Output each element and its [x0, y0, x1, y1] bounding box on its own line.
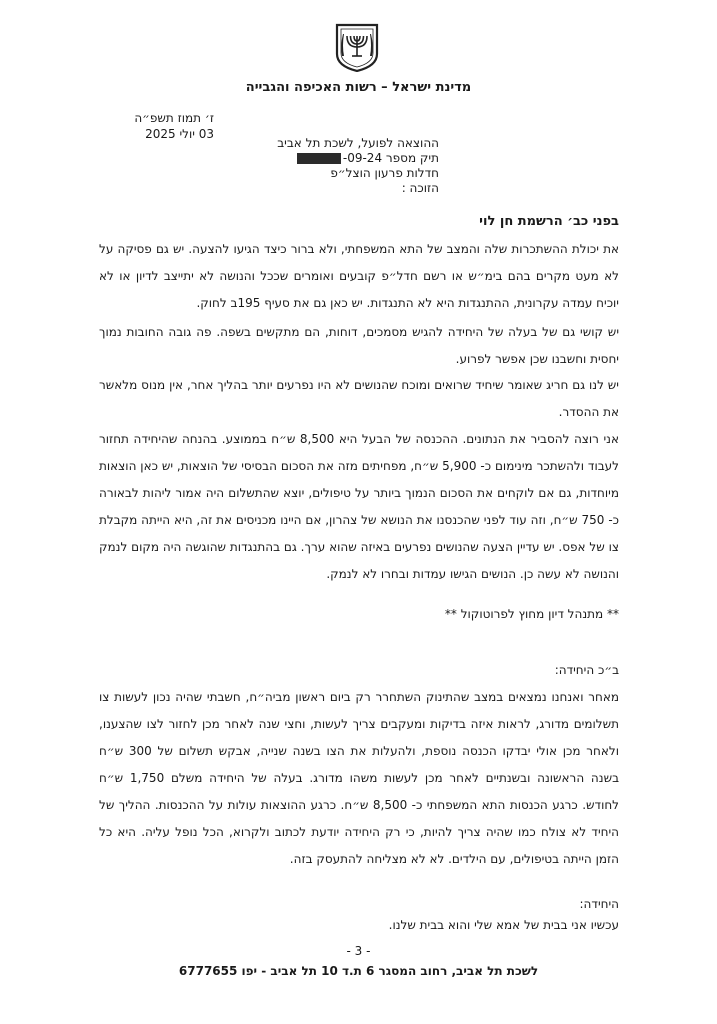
off-record-note: ** מתנהל דיון מחוץ לפרוטוקול **	[444, 607, 619, 621]
speaker-label: ב״כ היחידה:	[554, 663, 619, 677]
address-line-insolvency: חדלות פרעון הוצל״פ	[330, 166, 439, 180]
paragraph: אני רוצה להסביר את הנתונים. ההכנסה של הבעל היא 8,500 ש״ח בממוצע. בהנחה שהיחידה תחזור לעבוד ולהשתכר מינימום כ- 5,900 ש״ח, מפחיתים מזה את הסכום הבסיסי של הוצאות, יש כאן הוצאות מיוחדות, גם אם לוקחים את הסכום הנמוך ביותר על טיפולים, יוצא שהתשלום היה אמור ליהות לבאורה כ- 750 ש״ח, וזה עוד לפני שהכנסנו את הנושא של צהרון, אם היינו מכניסים את זה, היא הייתה מקבלת צו של אפס. יש עדיין הצעה שהנושים נפרעים באיזה שהוא ערך. גם בהתנגדות שהוגשה היה מקום לנמק והנושה לא עשה כן. הנושים הגישו עמדות ובחרו לא לנמק.	[99, 432, 620, 581]
case-number-line	[239, 151, 439, 166]
date-block	[104, 110, 214, 142]
address-line-creditor: הזוכה :	[401, 181, 439, 195]
hebrew-date: ז׳ תמוז תשפ״ה	[134, 111, 214, 125]
footer-address: לשכת תל אביב, רחוב המסגר 6 ת.ד 10 תל אביב - יפו 6777655	[178, 964, 539, 978]
address-line-office: ההוצאה לפועל, לשכת תל אביב	[277, 136, 439, 150]
before-registrar-heading: בפני כב׳ הרשמת חן לוי	[479, 214, 619, 229]
case-number-label: תיק מספר 09-24-	[342, 151, 439, 165]
speaker-label: היחידה:	[579, 897, 619, 911]
paragraph: את יכולת ההשתכרות שלה והמצב של התא המשפחתי, ולא ברור כיצד הגיעו להצעה. יש גם פסיקה על לא מעט מקרים בהם בימ״ש או רשם חדל״פ קובעים ואומרים שככל והנושה לא יתייצב לדיון או לא יוכיח עמדה עקרונית, ההתנגדות היא לא התנגדות. יש כאן גם את סעיף 195ב לחוק.	[99, 242, 619, 310]
address-block	[239, 136, 439, 196]
gregorian-date: 03 יולי 2025	[145, 127, 214, 141]
organization-title: מדינת ישראל – רשות האכיפה והגבייה	[245, 80, 472, 95]
page-number: - 3 -	[346, 944, 371, 958]
paragraph: יש קושי גם של בעלה של היחידה להגיש מסמכים, דוחות, הם מתקשים בשפה. פה גובה החובות נמוך יחסית וחשבנו שכן אפשר לפרוע.	[99, 325, 619, 366]
redaction-mark	[297, 153, 341, 164]
speaker-statement: מאחר ואנחנו נמצאים במצב שהתינוק השתחרר רק ביום ראשון מביה״ח, חשבתי שהיה נכון לעשות צו תשלומים מדורג, לראות איזה בדיקות ומעקבים צריך לעשות, וחצי שנה לאחר מכן לחזור לצו שהצענו, ולאחר מכן אולי יבדקו הכנסה נוספת, ולהעלות את הצו בשנה שנייה, אבקש תשלום של 300 ש״ח בשנה הראשונה ובשנתיים לאחר מכן לעשות משהו מדורג. בעלה של היחידה משלם 1,750 ש״ח לחודש. כרגע הכנסות התא המשפחתי כ- 8,500 ש״ח. כרגע ההוצאות עולות על ההכנסות. ההליך של היחיד לא צולח כמו שהיה צריך להיות, כי רק היחידה יודעת לכתוב ולקרוא, הכל נופל עליה. היא כל הזמן הייתה בטיפולים, עם הילדים. לא לא מצליחה להתעסק בזה.	[99, 690, 620, 866]
state-emblem-icon	[333, 22, 381, 72]
paragraph: יש לנו גם חריג שאומר שיחיד שרואים ומוכח שהנושים לא היו נפרעים יותר בהליך אחר, אין מנוס מלאשר את ההסדר.	[99, 378, 619, 419]
speaker-statement: עכשיו אני בבית של אמא שלי והוא בבית שלנו.	[388, 918, 619, 932]
